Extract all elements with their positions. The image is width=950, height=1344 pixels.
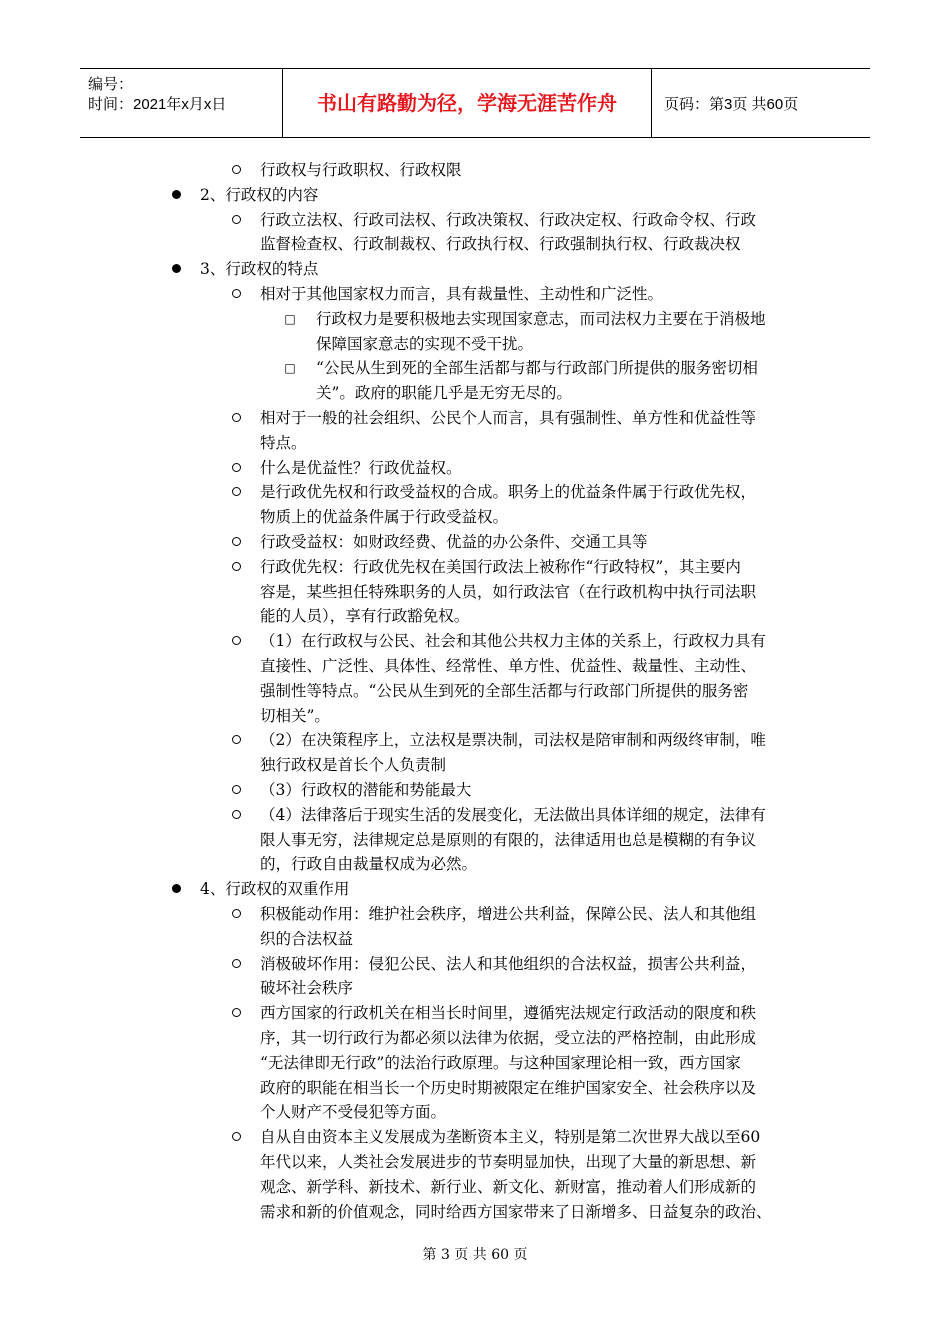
- circle-bullet-icon: [226, 728, 246, 753]
- circle-bullet-icon: [226, 629, 246, 654]
- header-page-label: 页码：第3页 共60页: [664, 96, 799, 113]
- outline-item-line: 行政受益权：如财政经费、优益的办公条件、交通工具等: [260, 533, 648, 551]
- circle-bullet-icon: [226, 1125, 246, 1150]
- outline-item-line: 的，行政自由裁量权成为必然。: [260, 855, 478, 874]
- outline-item: [260, 480, 756, 530]
- outline-item-line: （2）在决策程序上，立法权是票决制，司法权是陪审制和两级终审制，唯: [260, 731, 766, 750]
- outline-item-line: 行政优先权：行政优先权在美国行政法上被称作“行政特权”，其主要内: [260, 557, 741, 576]
- outline-item-line: 行政权力是要积极地去实现国家意志，而司法权力主要在于消极地: [316, 309, 766, 328]
- outline-item-line: 观念、新学科、新技术、新行业、新文化、新财富，推动着人们形成新的: [260, 1177, 757, 1196]
- outline-item-line: 能的人员），享有行政豁免权。: [260, 607, 470, 626]
- square-bullet-icon: □: [284, 361, 296, 376]
- circle-bullet-icon: [226, 406, 246, 431]
- outline-item: [200, 257, 318, 282]
- outline-item-line: 是行政优先权和行政受益权的合成。职务上的优益条件属于行政优先权，: [260, 483, 757, 502]
- outline-item-line: 织的合法权益: [260, 929, 354, 948]
- outline-item-line: 切相关”。: [260, 706, 330, 725]
- outline-item-line: 2、行政权的内容: [200, 185, 319, 204]
- outline-item-line: “公民从生到死的全部生活都与都与行政部门所提供的服务密切相: [316, 359, 758, 378]
- circle-bullet-icon: [226, 902, 246, 927]
- outline-item-line: 4、行政权的双重作用: [200, 880, 350, 899]
- outline-item-line: 保障国家意志的实现不受干扰。: [316, 334, 534, 353]
- outline-item-line: 容是，某些担任特殊职务的人员，如行政法官（在行政机构中执行司法职: [260, 582, 757, 601]
- circle-bullet-icon: [226, 208, 246, 233]
- outline-item: [260, 282, 663, 307]
- outline-item-line: 独行政权是首长个人负责制: [260, 756, 447, 775]
- circle-bullet-icon: [226, 282, 246, 307]
- square-bullet-icon: □: [284, 311, 296, 326]
- outline-item-line: 相对于一般的社会组织、公民个人而言，具有强制性、单方性和优益性等: [260, 409, 757, 427]
- outline-item-line: 相对于其他国家权力而言，具有裁量性、主动性和广泛性。: [260, 285, 664, 303]
- outline-item: [260, 902, 756, 952]
- outline-item: [260, 530, 648, 555]
- outline-item: [260, 803, 766, 877]
- circle-bullet-icon: [226, 456, 246, 481]
- date-label: 时间：2021年x月x日: [88, 96, 227, 113]
- outline-item-line: （1）在行政权与公民、社会和其他公共权力主体的关系上，行政权力具有: [260, 632, 766, 651]
- outline-item-line: 需求和新的价值观念，同时给西方国家带来了日渐增多、日益复杂的政治、: [260, 1202, 772, 1221]
- outline-item: [260, 629, 766, 728]
- outline-item-line: 消极破坏作用：侵犯公民、法人和其他组织的合法权益，损害公共利益，: [260, 954, 757, 973]
- number-label: 编号：: [88, 76, 134, 93]
- outline-item-line: 强制性等特点。“公民从生到死的全部生活都与行政部门所提供的服务密: [260, 681, 749, 700]
- outline-item: [260, 952, 756, 1002]
- outline-item-line: 限人事无穷，法律规定总是原则的有限的，法律适用也总是模糊的有争议: [260, 830, 757, 849]
- outline-item-line: “无法律即无行政”的法治行政原理。与这种国家理论相一致，西方国家: [260, 1053, 741, 1072]
- outline-item: [316, 307, 766, 357]
- outline-item: [260, 778, 471, 803]
- header-motto: 书山有路勤为径，学海无涯苦作舟: [283, 69, 652, 137]
- disc-bullet-icon: [166, 257, 186, 282]
- disc-bullet-icon: [166, 183, 186, 208]
- circle-bullet-icon: [226, 555, 246, 580]
- outline-item-line: 直接性、广泛性、具体性、经常性、单方性、优益性、裁量性、主动性、: [260, 656, 757, 675]
- outline-item-line: 积极能动作用：维护社会秩序，增进公共利益，保障公民、法人和其他组: [260, 905, 757, 923]
- outline-item-line: 年代以来，人类社会发展进步的节奏明显加快，出现了大量的新思想、新: [260, 1152, 757, 1171]
- outline-item: [200, 183, 318, 208]
- outline-item: [260, 728, 766, 778]
- outline-item: [260, 158, 462, 183]
- outline-item-line: 政府的职能在相当长一个历史时期被限定在维护国家安全、社会秩序以及: [260, 1078, 757, 1097]
- outline-item: [260, 406, 756, 456]
- outline-item-line: 监督检查权、行政制裁权、行政执行权、行政强制执行权、行政裁决权: [260, 235, 741, 254]
- outline-item: [260, 1001, 756, 1125]
- circle-bullet-icon: [226, 158, 246, 183]
- circle-bullet-icon: [226, 1001, 246, 1026]
- outline-item-line: 破坏社会秩序: [260, 979, 354, 998]
- outline-item-line: 3、行政权的特点: [200, 260, 319, 279]
- outline-item: [260, 456, 462, 481]
- outline-item-line: 行政权与行政职权、行政权限: [260, 161, 462, 179]
- outline-item-line: 序，其一切行政行为都必须以法律为依据，受立法的严格控制，由此形成: [260, 1028, 757, 1047]
- outline-item-line: 特点。: [260, 433, 307, 452]
- circle-bullet-icon: [226, 480, 246, 505]
- outline-item-line: 自从自由资本主义发展成为垄断资本主义，特别是第二次世界大战以至60: [260, 1128, 761, 1147]
- outline-item: [260, 1125, 772, 1224]
- header-info-cell: [80, 69, 283, 137]
- outline-item-line: 什么是优益性？行政优益权。: [260, 458, 462, 477]
- outline-item: [200, 877, 349, 902]
- disc-bullet-icon: [166, 877, 186, 902]
- outline-item-line: 关”。政府的职能几乎是无穷无尽的。: [316, 384, 572, 403]
- outline-item-line: 个人财产不受侵犯等方面。: [260, 1103, 447, 1122]
- circle-bullet-icon: [226, 803, 246, 828]
- page-header: [80, 68, 870, 138]
- outline-item-line: （4）法律落后于现实生活的发展变化，无法做出具体详细的规定，法律有: [260, 805, 766, 824]
- outline-item-line: 西方国家的行政机关在相当长时间里，遵循宪法规定行政活动的限度和秩: [260, 1004, 757, 1023]
- circle-bullet-icon: [226, 778, 246, 803]
- outline-item: [316, 356, 758, 406]
- outline-item: [260, 208, 756, 258]
- outline-item-line: 行政立法权、行政司法权、行政决策权、行政决定权、行政命令权、行政: [260, 210, 757, 229]
- page-footer: 第 3 页 共 60 页: [422, 1247, 528, 1263]
- circle-bullet-icon: [226, 952, 246, 977]
- outline-item-line: （3）行政权的潜能和势能最大: [260, 781, 472, 799]
- circle-bullet-icon: [226, 530, 246, 555]
- outline-item: [260, 555, 756, 629]
- outline-item-line: 物质上的优益条件属于行政受益权。: [260, 508, 509, 527]
